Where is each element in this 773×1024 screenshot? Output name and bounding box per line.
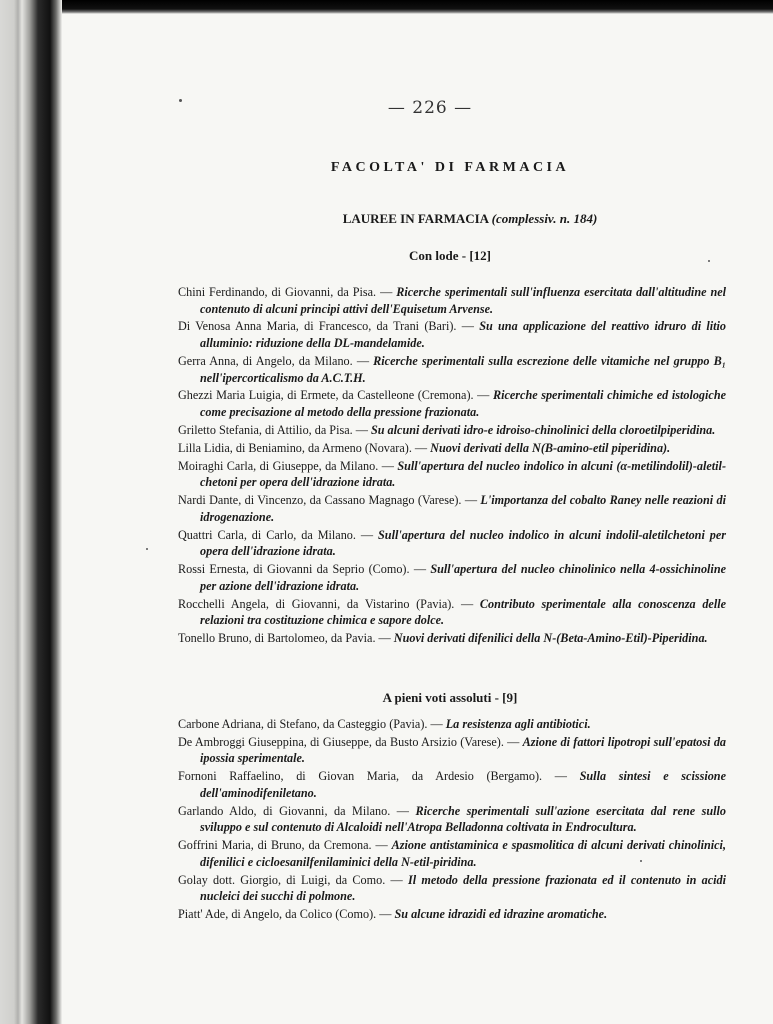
list-item: Moiraghi Carla, di Giuseppe, da Milano. — Sull'apertura del nucleo indolico in alcuni (α-metilindolil)-aletil-chetoni per opera dell'idrazione idrata.: [178, 458, 727, 490]
group-heading-con-lode: Con lode - [12]: [409, 248, 491, 263]
graduate-name: Di Venosa Anna Maria, di Francesco, da Trani (Bari).: [178, 319, 457, 334]
section-heading: [240, 211, 700, 227]
list-item: Ghezzi Maria Luigia, di Ermete, da Castelleone (Cremona). — Ricerche sperimentali chimiche ed istologiche come precisazione al metodo della pressione frazionata.: [178, 388, 727, 420]
list-item: Piatt' Ade, di Angelo, da Colico (Como). — Su alcune idrazidi ed idrazine aromatiche.: [178, 907, 608, 922]
thesis-title: Sull'apertura del nucleo indolico in alcuni indolil-aletilchetoni per opera dell'idrazione idrata.: [200, 527, 727, 559]
graduate-name: Lilla Lidia, di Beniamino, da Armeno (Novara).: [178, 440, 412, 455]
list-item: Rossi Ernesta, di Giovanni da Seprio (Como). — Sull'apertura del nucleo chinolinico nella 4-ossichinoline per azione dell'idrazione idrata.: [178, 562, 727, 593]
graduate-name: Piatt' Ade, di Angelo, da Colico (Como).: [178, 907, 377, 922]
graduate-name: Goffrini Maria, di Bruno, da Cremona.: [178, 838, 372, 853]
graduate-name: Golay dott. Giorgio, di Luigi, da Como.: [178, 872, 386, 887]
graduate-name: Quattri Carla, di Carlo, da Milano.: [178, 527, 356, 542]
graduate-name: Gerra Anna, di Angelo, da Milano.: [178, 353, 353, 368]
graduate-name: Griletto Stefania, di Attilio, da Pisa.: [178, 422, 353, 437]
page-number: — 226 —: [387, 98, 473, 118]
scan-speck: [640, 860, 642, 862]
thesis-title: La resistenza agli antibiotici.: [445, 717, 591, 731]
graduate-name: Tonello Bruno, di Bartolomeo, da Pavia.: [178, 631, 376, 646]
list-item: Quattri Carla, di Carlo, da Milano. — Sull'apertura del nucleo indolico in alcuni indolil-aletilchetoni per opera dell'idrazione idrata.: [178, 527, 727, 559]
list-item: Garlando Aldo, di Giovanni, da Milano. — Ricerche sperimentali sull'azione esercitata dal rene sullo sviluppo e sul contenuto di Alcaloidi nell'Atropa Belladonna coltivata in Endrocultura.: [178, 803, 727, 835]
list-item: Golay dott. Giorgio, di Luigi, da Como. — Il metodo della pressione frazionata ed il contenuto in acidi nucleici dei succhi di polmone.: [178, 872, 727, 904]
graduate-name: Garlando Aldo, di Giovanni, da Milano.: [178, 803, 391, 818]
thesis-title: Su una applicazione del reattivo idruro di litio alluminio: riduzione della DL-mandelamide.: [200, 319, 726, 351]
thesis-title: Ricerche sperimentali sulla escrezione delle vitamiche nel gruppo B₁ nell'ipercorticalismo da A.C.T.H.: [200, 353, 727, 385]
graduate-name: Carbone Adriana, di Stefano, da Casteggio (Pavia).: [178, 717, 428, 731]
list-item: Tonello Bruno, di Bartolomeo, da Pavia. — Nuovi derivati difenilici della N-(Beta-Amino-Etil)-Piperidina.: [178, 631, 708, 646]
list-item: Chini Ferdinando, di Giovanni, da Pisa. — Ricerche sperimentali sull'influenza esercitata dall'altitudine nel contenuto di alcuni principi attivi dell'Equisetum Arvense.: [178, 285, 727, 316]
group-heading-pieni-voti: A pieni voti assoluti - [9]: [382, 690, 518, 705]
graduate-name: Ghezzi Maria Luigia, di Ermete, da Castelleone (Cremona).: [178, 388, 474, 403]
graduate-name: De Ambroggi Giuseppina, di Giuseppe, da Busto Arsizio (Varese).: [178, 734, 504, 749]
section-heading-label: LAUREE IN FARMACIA: [342, 211, 489, 226]
entry-list-con-lode: [178, 284, 726, 648]
graduate-name: Nardi Dante, di Vincenzo, da Cassano Magnago (Varese).: [178, 493, 462, 508]
scan-speck: [708, 260, 710, 262]
thesis-title: Nuovi derivati della N(B-amino-etil piperidina).: [430, 440, 671, 455]
thesis-title: Sull'apertura del nucleo chinolinico nella 4-ossichinoline per azione dell'idrazione idrata.: [200, 562, 727, 593]
thesis-title: Azione antistaminica e spasmolitica di alcuni derivati chinolinici, difenilici e cicloesanilfenilaminici della N-etil-piridina.: [200, 838, 726, 869]
list-item: Goffrini Maria, di Bruno, da Cremona. — Azione antistaminica e spasmolitica di alcuni derivati chinolinici, difenilici e cicloesanilfenilaminici della N-etil-piridina.: [178, 838, 726, 869]
scan-speck: [179, 99, 182, 102]
graduate-name: Moiraghi Carla, di Giuseppe, da Milano.: [178, 458, 379, 473]
list-item: Griletto Stefania, di Attilio, da Pisa. — Su alcuni derivati idro-e idroiso-chinolinici della cloroetilpiperidina.: [178, 422, 716, 437]
graduate-name: Rocchelli Angela, di Giovanni, da Vistarino (Pavia).: [178, 596, 455, 611]
list-item: Carbone Adriana, di Stefano, da Casteggio (Pavia). — La resistenza agli antibiotici.: [178, 717, 591, 731]
list-item: Di Venosa Anna Maria, di Francesco, da Trani (Bari). — Su una applicazione del reattivo idruro di litio alluminio: riduzione della DL-mandelamide.: [178, 319, 726, 351]
list-item: Gerra Anna, di Angelo, da Milano. — Ricerche sperimentali sulla escrezione delle vitamiche nel gruppo B₁ nell'ipercorticalismo da A.C.T.H.: [178, 353, 727, 385]
thesis-title: Sull'apertura del nucleo indolico in alcuni (α-metilindolil)-aletil-chetoni per opera dell'idrazione idrata.: [200, 458, 727, 490]
graduate-name: Chini Ferdinando, di Giovanni, da Pisa.: [178, 285, 377, 299]
graduate-name: Rossi Ernesta, di Giovanni da Seprio (Como).: [178, 562, 410, 577]
list-item: Lilla Lidia, di Beniamino, da Armeno (Novara). — Nuovi derivati della N(B-amino-etil piperidina).: [178, 440, 671, 455]
section-heading-count: (complessiv. n. 184): [491, 211, 598, 226]
faculty-title: FACOLTA' DI FARMACIA: [330, 160, 570, 175]
entry-list-pieni-voti: [178, 716, 726, 924]
list-item: De Ambroggi Giuseppina, di Giuseppe, da Busto Arsizio (Varese). — Azione di fattori lipotropi sull'epatosi da ipossia sperimentale.: [178, 734, 727, 766]
scan-speck: [146, 548, 148, 550]
graduate-name: Fornoni Raffaelino, di Giovan Maria, da Ardesio (Bergamo).: [178, 769, 543, 784]
thesis-title: Azione di fattori lipotropi sull'epatosi da ipossia sperimentale.: [200, 734, 727, 766]
thesis-title: Ricerche sperimentali chimiche ed istologiche come precisazione al metodo della pressione frazionata.: [200, 388, 727, 420]
thesis-title: Nuovi derivati difenilici della N-(Beta-Amino-Etil)-Piperidina.: [393, 631, 708, 646]
list-item: Fornoni Raffaelino, di Giovan Maria, da Ardesio (Bergamo). — Sulla sintesi e scissione dell'aminodifeniletano.: [178, 769, 726, 800]
thesis-title: Il metodo della pressione frazionata ed il contenuto in acidi nucleici dei succhi di polmone.: [200, 872, 727, 904]
thesis-title: Ricerche sperimentali sull'influenza esercitata dall'altitudine nel contenuto di alcuni principi attivi dell'Equisetum Arvense.: [200, 285, 727, 316]
list-item: Rocchelli Angela, di Giovanni, da Vistarino (Pavia). — Contributo sperimentale alla conoscenza delle relazioni tra costituzione chimica e sapore dolce.: [178, 596, 727, 628]
thesis-title: Sulla sintesi e scissione dell'aminodifeniletano.: [200, 769, 726, 800]
thesis-title: Contributo sperimentale alla conoscenza delle relazioni tra costituzione chimica e sapore dolce.: [200, 596, 727, 628]
thesis-title: Su alcune idrazidi ed idrazine aromatiche.: [394, 907, 608, 922]
list-item: Nardi Dante, di Vincenzo, da Cassano Magnago (Varese). — L'importanza del cobalto Raney nelle reazioni di idrogenazione.: [178, 493, 727, 524]
thesis-title: Su alcuni derivati idro-e idroiso-chinolinici della cloroetilpiperidina.: [370, 422, 716, 437]
thesis-title: Ricerche sperimentali sull'azione esercitata dal rene sullo sviluppo e sul contenuto di Alcaloidi nell'Atropa Belladonna coltivata in Endrocultura.: [200, 803, 727, 835]
thesis-title: L'importanza del cobalto Raney nelle reazioni di idrogenazione.: [200, 493, 727, 524]
